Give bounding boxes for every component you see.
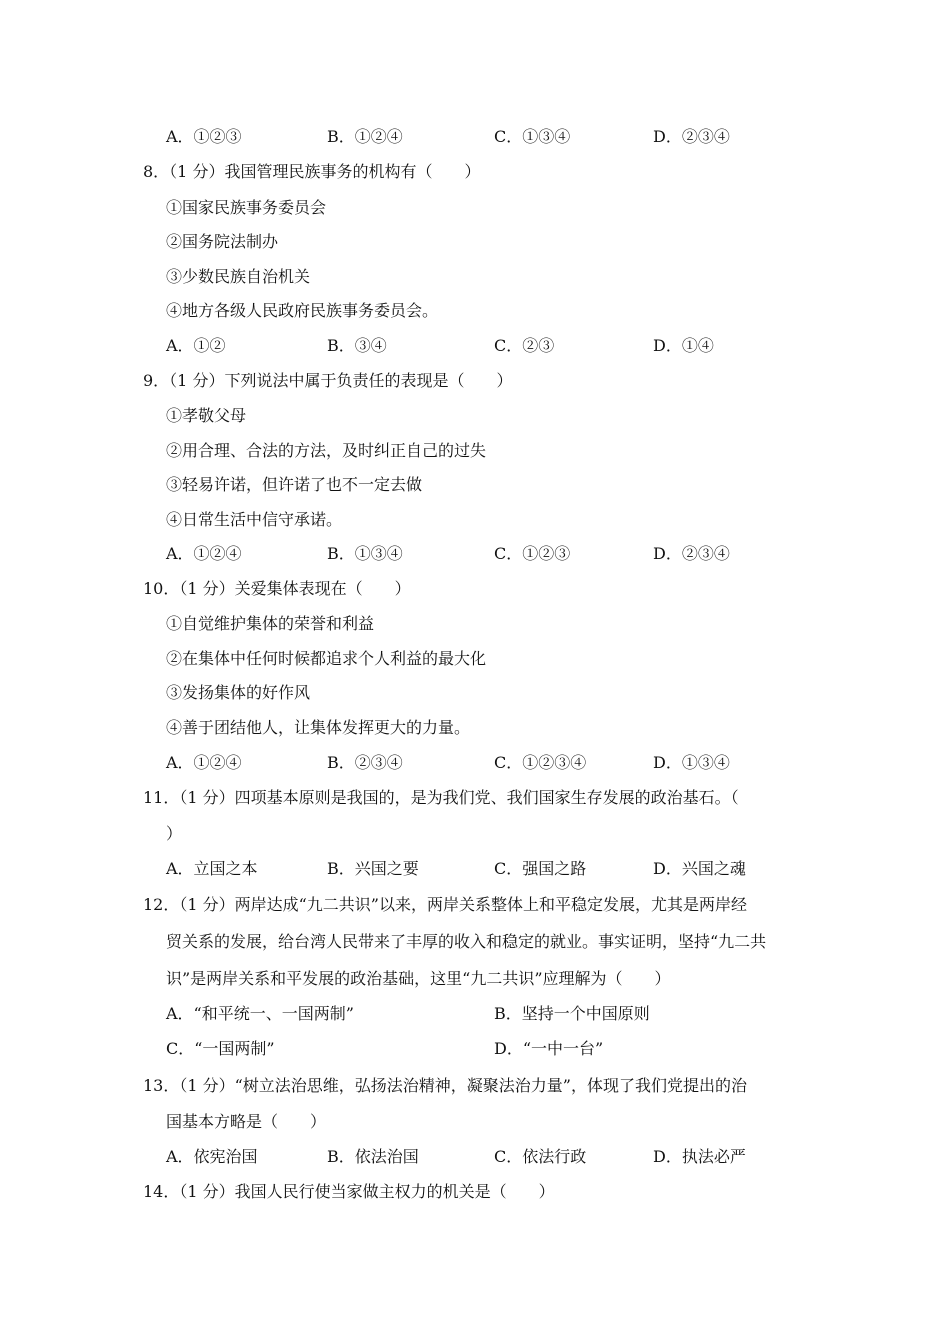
option-d: D．②③④	[653, 544, 730, 563]
option-a: A．立国之本	[166, 859, 258, 878]
statement-item: ②在集体中任何时候都追求个人利益的最大化	[166, 649, 487, 668]
statement-item: ①国家民族事务委员会	[166, 198, 327, 217]
statement-item: ④地方各级人民政府民族事务委员会。	[166, 301, 439, 320]
statement-item: ③发扬集体的好作风	[166, 683, 311, 702]
statement-item: ③少数民族自治机关	[166, 267, 311, 286]
statement-item: ②国务院法制办	[166, 232, 279, 251]
option-a: A．依宪治国	[166, 1147, 258, 1166]
option-d: D．执法必严	[653, 1147, 746, 1166]
question-stem-continued: ）	[166, 824, 183, 843]
option-d: D．兴国之魂	[653, 859, 746, 878]
option-b: B．兴国之要	[327, 859, 419, 878]
question-stem-continued: 贸关系的发展，给台湾人民带来了丰厚的收入和稳定的就业。事实证明，坚持“九二共	[166, 932, 767, 951]
option-b: B．②③④	[327, 753, 403, 772]
statement-item: ④善于团结他人，让集体发挥更大的力量。	[166, 718, 471, 737]
statement-item: ④日常生活中信守承诺。	[166, 510, 343, 529]
option-d: D．②③④	[653, 127, 730, 146]
option-c: C．强国之路	[494, 859, 587, 878]
statement-item: ①自觉维护集体的荣誉和利益	[166, 614, 375, 633]
option-b: B．③④	[327, 336, 387, 355]
question-stem-continued: 国基本方略是（ ）	[166, 1112, 327, 1131]
question-stem: 8．（1 分）我国管理民族事务的机构有（ ）	[143, 162, 481, 181]
option-d: D．①④	[653, 336, 714, 355]
option-b: B．①②④	[327, 127, 403, 146]
option-c: C．依法行政	[494, 1147, 587, 1166]
option-d: D．①③④	[653, 753, 730, 772]
option-a: A．“和平统一、一国两制”	[166, 1004, 354, 1023]
option-c: C．①②③④	[494, 753, 587, 772]
statement-item: ②用合理、合法的方法，及时纠正自己的过失	[166, 441, 487, 460]
option-c: C．②③	[494, 336, 555, 355]
option-c: C．①③④	[494, 127, 571, 146]
question-stem: 12．（1 分）两岸达成“九二共识”以来，两岸关系整体上和平稳定发展，尤其是两岸经	[143, 895, 747, 914]
option-c: C．①②③	[494, 544, 571, 563]
option-d: D．“一中一台”	[494, 1039, 604, 1058]
question-stem: 10．（1 分）关爱集体表现在（ ）	[143, 579, 411, 598]
option-a: A．①②④	[166, 753, 242, 772]
statement-item: ①孝敬父母	[166, 406, 247, 425]
option-a: A．①②	[166, 336, 226, 355]
question-stem: 13．（1 分）“树立法治思维，弘扬法治精神，凝聚法治力量”，体现了我们党提出的治	[143, 1076, 747, 1095]
question-stem: 14．（1 分）我国人民行使当家做主权力的机关是（ ）	[143, 1182, 555, 1201]
option-a: A．①②④	[166, 544, 242, 563]
question-stem: 9．（1 分）下列说法中属于负责任的表现是（ ）	[143, 371, 513, 390]
option-c: C．“一国两制”	[166, 1039, 275, 1058]
option-b: B．①③④	[327, 544, 403, 563]
option-a: A．①②③	[166, 127, 242, 146]
statement-item: ③轻易许诺，但许诺了也不一定去做	[166, 475, 423, 494]
question-stem-continued: 识”是两岸关系和平发展的政治基础，这里“九二共识”应理解为（ ）	[166, 969, 671, 988]
option-b: B．依法治国	[327, 1147, 419, 1166]
question-stem: 11．（1 分）四项基本原则是我国的，是为我们党、我们国家生存发展的政治基石。（	[143, 788, 739, 807]
option-b: B．坚持一个中国原则	[494, 1004, 650, 1023]
